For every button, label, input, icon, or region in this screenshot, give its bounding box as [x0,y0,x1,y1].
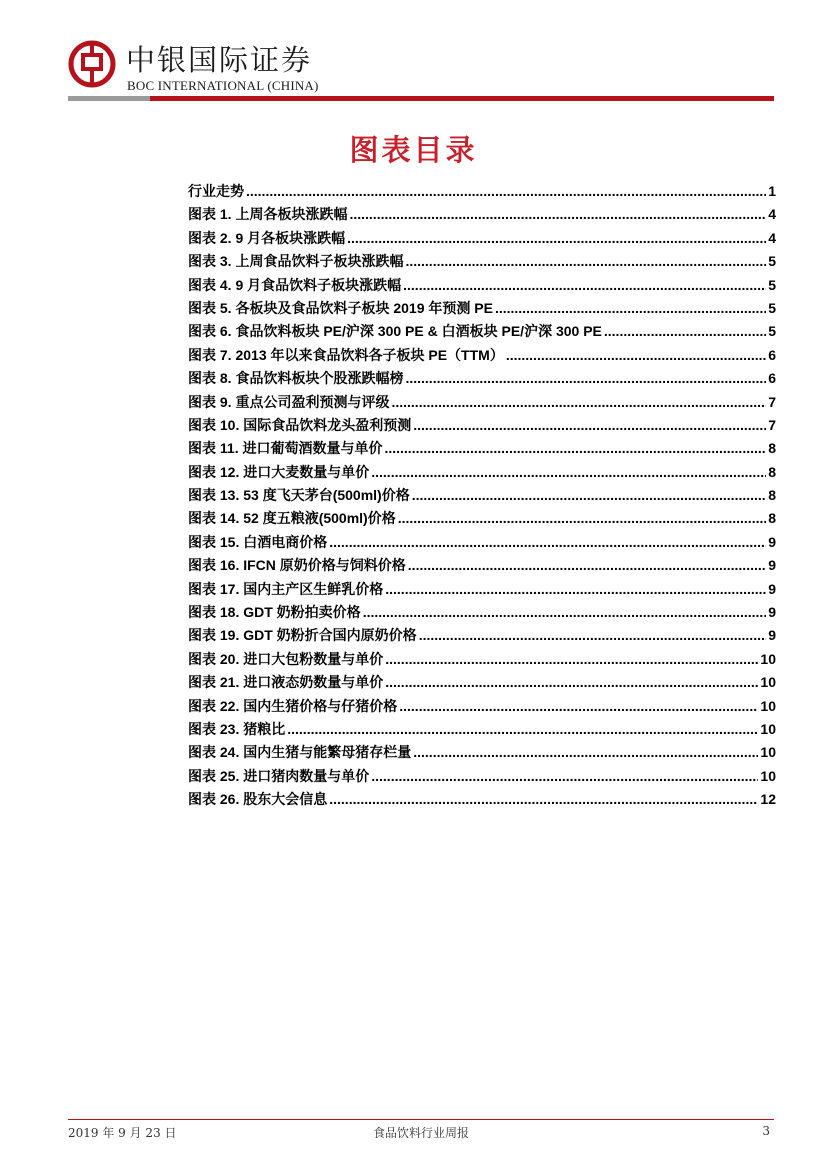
toc-entry-label: 图表 7. 2013 年以来食品饮料各子板块 PE（TTM） [188,346,504,363]
toc-title: 图表目录 [349,133,478,167]
toc-entry[interactable] [188,320,776,343]
toc-entry-page: 10 [760,650,776,667]
toc-entry[interactable] [188,250,776,273]
toc-entry[interactable] [188,391,776,414]
footer-divider [68,1119,774,1120]
toc-entry-page: 5 [768,299,776,316]
toc-entry-page: 7 [768,416,776,433]
toc-entry[interactable] [188,554,776,577]
toc-entry-page: 7 [768,393,776,410]
toc-entry-page: 10 [760,744,776,761]
toc-dot-leader [399,695,758,718]
toc-entry-page: 10 [760,720,776,737]
toc-entry-label: 图表 15. 白酒电商价格 [188,533,328,550]
toc-entry[interactable] [188,203,776,226]
toc-entry-label: 图表 1. 上周各板块涨跌幅 [188,206,348,223]
toc-entry[interactable] [188,461,776,484]
toc-entry[interactable] [188,180,776,203]
toc-entry[interactable] [188,484,776,507]
toc-dot-leader [385,648,758,671]
toc-dot-leader [385,671,758,694]
toc-entry[interactable] [188,765,776,788]
toc-dot-leader [287,718,758,741]
toc-entry[interactable] [188,695,776,718]
toc-dot-leader [506,344,766,367]
footer-report-name: 食品饮料行业周报 [372,1126,469,1140]
toc-entry-page: 5 [768,323,776,340]
toc-entry-label: 图表 16. IFCN 原奶价格与饲料价格 [188,557,406,574]
toc-dot-leader [329,788,758,811]
toc-entry-page: 4 [768,206,776,223]
toc-entry-label: 行业走势 [188,183,244,199]
toc-entry[interactable] [188,624,776,647]
toc-entry-page: 6 [768,370,776,387]
toc-entry[interactable] [188,507,776,530]
toc-entry-label: 图表 24. 国内生猪与能繁母猪存栏量 [188,744,412,761]
toc-entry-page: 5 [768,253,776,270]
toc-entry-page: 10 [760,674,776,691]
toc-dot-leader [371,765,758,788]
toc-dot-leader [385,578,766,601]
toc-entry[interactable] [188,297,776,320]
toc-entry-label: 图表 9. 重点公司盈利预测与评级 [188,393,390,410]
toc-dot-leader [329,531,766,554]
toc-entry-page: 12 [760,791,776,808]
toc-dot-leader [412,484,766,507]
toc-entry-label: 图表 2. 9 月各板块涨跌幅 [188,229,346,246]
toc-dot-leader [405,250,766,273]
toc-dot-leader [604,320,766,343]
toc-entry-page: 9 [768,627,776,644]
toc-dot-leader [349,203,766,226]
boc-logo-icon [68,40,116,88]
toc-entry-page: 9 [768,533,776,550]
toc-entry-page: 9 [768,580,776,597]
brand-name-en: BOC INTERNATIONAL (CHINA) [127,78,319,93]
toc-entry-label: 图表 19. GDT 奶粉折合国内原奶价格 [188,627,417,644]
toc-entry[interactable] [188,367,776,390]
toc-entry-label: 图表 23. 猪粮比 [188,720,286,737]
page-header [68,38,774,102]
toc-entry-label: 图表 21. 进口液态奶数量与单价 [188,674,384,691]
toc-entry[interactable] [188,788,776,811]
toc-entry-label: 图表 26. 股东大会信息 [188,791,328,808]
toc-dot-leader [403,274,766,297]
toc-entry-page: 4 [768,229,776,246]
toc-entry-label: 图表 3. 上周食品饮料子板块涨跌幅 [188,253,404,270]
toc-entry[interactable] [188,578,776,601]
toc-dot-leader [391,391,766,414]
toc-dot-leader [384,437,766,460]
toc-entry[interactable] [188,414,776,437]
toc-dot-leader [413,741,758,764]
toc-entry-page: 10 [760,767,776,784]
toc-list [188,180,776,812]
toc-entry-page: 9 [768,557,776,574]
toc-dot-leader [413,414,766,437]
header-divider [68,96,774,101]
toc-entry-label: 图表 11. 进口葡萄酒数量与单价 [188,440,383,457]
toc-dot-leader [363,601,766,624]
toc-entry-label: 图表 8. 食品饮料板块个股涨跌幅榜 [188,370,404,387]
footer-page-number: 3 [762,1124,770,1138]
toc-dot-leader [246,180,766,203]
toc-entry-page: 5 [768,276,776,293]
toc-entry-label: 图表 17. 国内主产区生鲜乳价格 [188,580,384,597]
toc-entry-page: 1 [768,183,776,199]
toc-entry[interactable] [188,741,776,764]
toc-dot-leader [347,227,766,250]
toc-entry-page: 9 [768,604,776,621]
toc-dot-leader [398,507,766,530]
toc-entry[interactable] [188,601,776,624]
toc-entry-label: 图表 22. 国内生猪价格与仔猪价格 [188,697,398,714]
toc-entry-page: 10 [760,697,776,714]
toc-dot-leader [405,367,766,390]
toc-entry[interactable] [188,531,776,554]
toc-entry-label: 图表 4. 9 月食品饮料子板块涨跌幅 [188,276,402,293]
toc-entry[interactable] [188,274,776,297]
toc-entry-page: 8 [768,510,776,527]
toc-entry-label: 图表 12. 进口大麦数量与单价 [188,463,370,480]
toc-entry[interactable] [188,437,776,460]
toc-entry-label: 图表 6. 食品饮料板块 PE/沪深 300 PE & 白酒板块 PE/沪深 300 PE [188,323,602,340]
toc-entry-label: 图表 5. 各板块及食品饮料子板块 2019 年预测 PE [188,299,493,316]
toc-entry-label: 图表 25. 进口猪肉数量与单价 [188,767,370,784]
toc-entry[interactable] [188,671,776,694]
toc-entry[interactable] [188,344,776,367]
toc-dot-leader [419,624,766,647]
toc-dot-leader [495,297,766,320]
toc-entry[interactable] [188,718,776,741]
toc-entry-page: 8 [768,487,776,504]
toc-entry-page: 8 [768,463,776,480]
toc-entry-label: 图表 20. 进口大包粉数量与单价 [188,650,384,667]
toc-entry-label: 图表 18. GDT 奶粉拍卖价格 [188,604,361,621]
toc-dot-leader [371,461,766,484]
toc-entry-label: 图表 13. 53 度飞天茅台(500ml)价格 [188,487,410,504]
brand-name-cn: 中银国际证券 [126,43,313,77]
toc-entry-page: 6 [768,346,776,363]
toc-dot-leader [408,554,766,577]
toc-entry[interactable] [188,227,776,250]
toc-entry-label: 图表 10. 国际食品饮料龙头盈利预测 [188,416,412,433]
footer-date: 2019 年 9 月 23 日 [68,1126,177,1140]
toc-entry-label: 图表 14. 52 度五粮液(500ml)价格 [188,510,396,527]
toc-entry-page: 8 [768,440,776,457]
toc-entry[interactable] [188,648,776,671]
